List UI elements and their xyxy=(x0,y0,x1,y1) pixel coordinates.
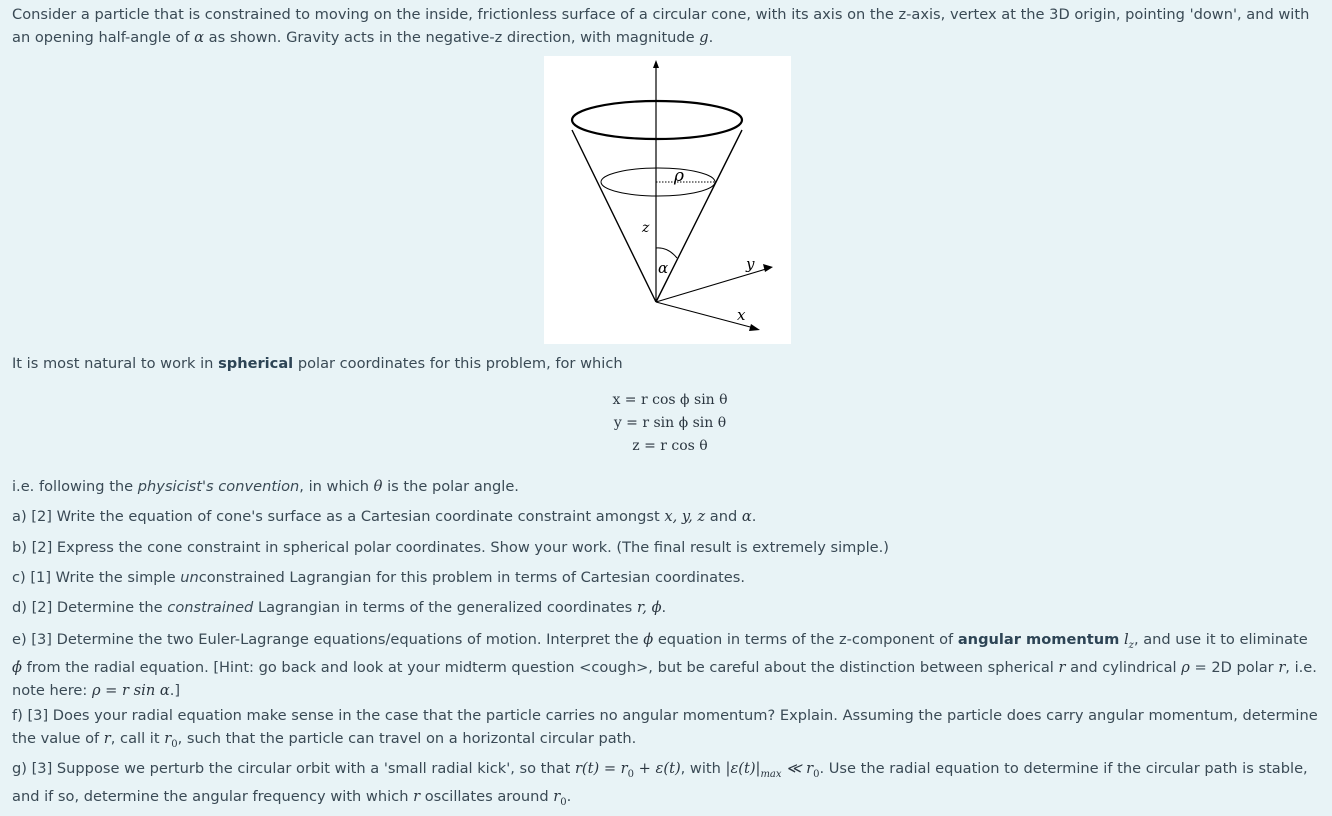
part-e: e) [3] Determine the two Euler-Lagrange equations/equations of motion. Interpret the ϕ equation in terms of the z-component of angular momentum $l_z$, and use it to eliminate ϕ̇ from the radial equation. [Hint: go back and look at your midterm question <cough>, but be careful about the distinction between spherical r and cylindrical ρ = 2D polar r, i.e. note here: ρ = r sin α.] xyxy=(12,631,1317,699)
problem-intro: Consider a particle that is constrained to moving on the inside, frictionless surface of a circular cone, with its axis on the z-axis, vertex at the 3D origin, pointing 'down', and with an opening half-angle of α as shown. Gravity acts in the negative-z direction, with magnitude g. xyxy=(12,6,1310,46)
coords-intro: It is most natural to work in spherical polar coordinates for this problem, for which xyxy=(12,355,623,372)
alpha-label: α xyxy=(658,259,669,277)
alpha-angle-arc xyxy=(656,248,677,258)
equation-x: x = r cos ϕ sin θ xyxy=(612,392,728,408)
z-axis-arrowhead xyxy=(653,60,659,68)
y-axis-line xyxy=(656,269,766,302)
x-label: x xyxy=(737,306,746,324)
equation-z: z = r cos θ xyxy=(632,438,708,454)
part-d: d) [2] Determine the constrained Lagrangian in terms of the generalized coordinates r, ϕ. xyxy=(12,599,667,616)
part-b: b) [2] Express the cone constraint in spherical polar coordinates. Show your work. (The final result is extremely simple.) xyxy=(12,539,889,556)
cone-diagram xyxy=(544,56,791,344)
rho-label: ρ xyxy=(674,166,684,186)
equation-y: y = r sin ϕ sin θ xyxy=(613,415,727,431)
cone-mid-ellipse xyxy=(601,168,715,196)
cone-top-ellipse xyxy=(572,101,742,139)
part-a: a) [2] Write the equation of cone's surface as a Cartesian coordinate constraint amongst x, y, z and α. xyxy=(12,508,757,525)
z-label: z xyxy=(642,220,650,236)
cone-left-edge xyxy=(572,130,656,302)
y-label: y xyxy=(746,255,755,273)
y-axis-arrowhead xyxy=(763,264,773,272)
convention-note: i.e. following the physicist's convention, in which θ is the polar angle. xyxy=(12,478,519,495)
part-g: g) [3] Suppose we perturb the circular orbit with a 'small radial kick', so that $r(t) = r_0 + \varepsilon(t)$, with $|\varepsilon(t)|_{max}$ ≪ $r_0$. Use the radial equation to determine if the circular path is stable, and if so, determine the angular frequency with which r oscillates around $r_0$. xyxy=(12,760,1308,809)
part-f: f) [3] Does your radial equation make sense in the case that the particle carries no angular momentum? Explain. Assuming the particle does carry angular momentum, determine the value of r, call it $r_0$, such that the particle can travel on a horizontal circular path. xyxy=(12,707,1318,750)
x-axis-arrowhead xyxy=(749,324,760,331)
part-c: c) [1] Write the simple unconstrained Lagrangian for this problem in terms of Cartesian coordinates. xyxy=(12,569,746,586)
cone-right-edge xyxy=(656,130,742,302)
